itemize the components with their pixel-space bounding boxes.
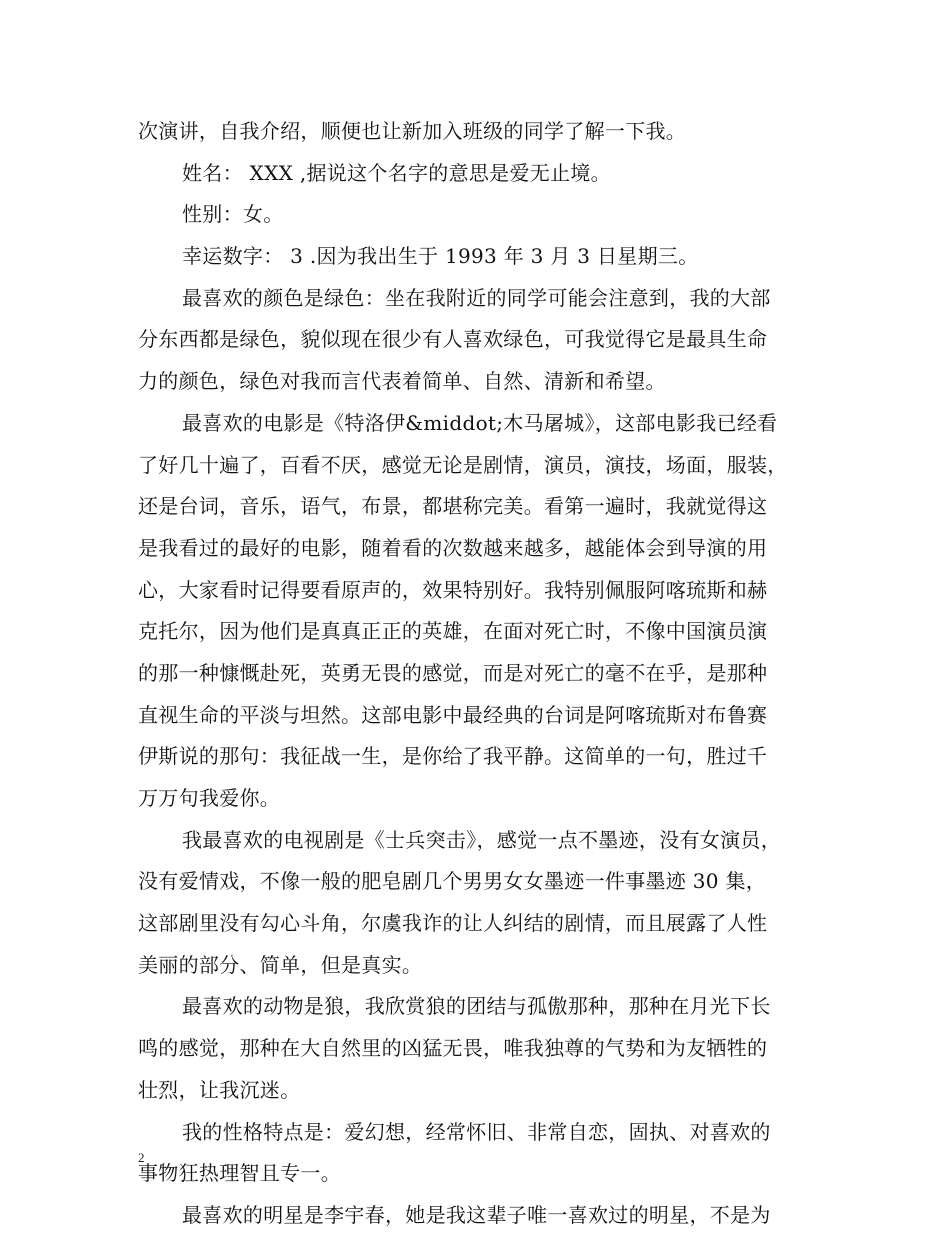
text-line: 鸣的感觉，那种在大自然里的凶猛无畏，唯我独尊的气势和为友牺牲的 bbox=[138, 1036, 768, 1061]
text-line: 克托尔，因为他们是真真正正的英雄，在面对死亡时，不像中国演员演 bbox=[138, 619, 768, 644]
text-line: 这部剧里没有勾心斗角，尔虞我诈的让人纠结的剧情，而且展露了人性 bbox=[138, 911, 768, 936]
text-line: 心，大家看时记得要看原声的，效果特别好。我特别佩服阿喀琉斯和赫 bbox=[138, 577, 768, 602]
text-line: 幸运数字： 3 .因为我出生于 1993 年 3 月 3 日星期三。 bbox=[182, 244, 699, 269]
document-body bbox=[138, 111, 818, 1237]
text-line: 性别：女。 bbox=[182, 202, 284, 227]
text-line: 最喜欢的颜色是绿色：坐在我附近的同学可能会注意到，我的大部 bbox=[182, 285, 771, 310]
text-line: 伊斯说的那句：我征战一生，是你给了我平静。这简单的一句，胜过千 bbox=[138, 744, 768, 769]
text-line: 是我看过的最好的电影，随着看的次数越来越多，越能体会到导演的用 bbox=[138, 535, 768, 560]
text-line: 万万句我爱你。 bbox=[138, 786, 281, 810]
text-line: 美丽的部分、简单，但是真实。 bbox=[138, 952, 423, 977]
page-number: 2 bbox=[138, 1150, 145, 1165]
text-line: 的那一种慷慨赴死，英勇无畏的感觉，而是对死亡的毫不在乎，是那种 bbox=[138, 660, 768, 685]
text-line: 最喜欢的电影是《特洛伊&middot;木马屠城》，这部电影我已经看 bbox=[182, 410, 778, 435]
text-line: 壮烈，让我沉迷。 bbox=[138, 1077, 301, 1102]
text-line: 最喜欢的动物是狼，我欣赏狼的团结与孤傲那种，那种在月光下长 bbox=[182, 994, 771, 1019]
text-line: 次演讲，自我介绍，顺便也让新加入班级的同学了解一下我。 bbox=[138, 119, 687, 143]
text-line: 事物狂热理智且专一。 bbox=[138, 1161, 341, 1186]
text-line: 我的性格特点是：爱幻想，经常怀旧、非常自恋，固执、对喜欢的 bbox=[182, 1119, 771, 1144]
text-line: 直视生命的平淡与坦然。这部电影中最经典的台词是阿喀琉斯对布鲁赛 bbox=[138, 702, 768, 727]
text-line: 力的颜色，绿色对我而言代表着简单、自然、清新和希望。 bbox=[138, 369, 666, 394]
text-line: 我最喜欢的电视剧是《士兵突击》，感觉一点不墨迹，没有女演员， bbox=[182, 827, 781, 852]
text-line: 没有爱情戏，不像一般的肥皂剧几个男男女女墨迹一件事墨迹 30 集， bbox=[138, 869, 767, 894]
text-line: 了好几十遍了，百看不厌，感觉无论是剧情，演员，演技，场面，服装， bbox=[138, 452, 788, 477]
text-line: 还是台词，音乐，语气，布景，都堪称完美。看第一遍时，我就觉得这 bbox=[138, 494, 768, 519]
text-line: 最喜欢的明星是李宇春，她是我这辈子唯一喜欢过的明星，不是为 bbox=[182, 1202, 771, 1227]
text-line: 分东西都是绿色，貌似现在很少有人喜欢绿色，可我觉得它是最具生命 bbox=[138, 327, 768, 352]
text-line: 姓名： XXX ,据说这个名字的意思是爱无止境。 bbox=[182, 160, 611, 185]
